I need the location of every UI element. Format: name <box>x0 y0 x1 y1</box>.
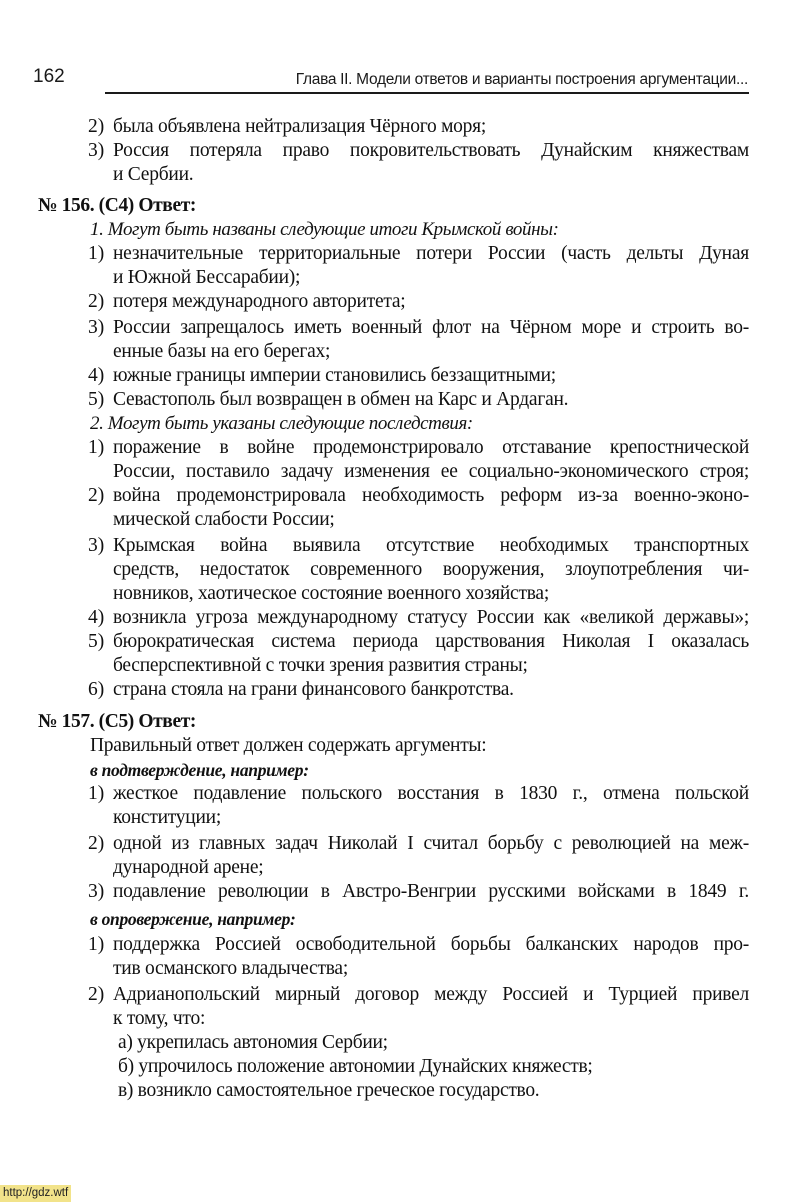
list-item-line: России запрещалось иметь военный флот на Чёрном море и строить во- <box>113 317 749 338</box>
list-item-line: новников, хаотическое состояние военного хозяйства; <box>113 583 550 604</box>
list-item-line: Россия потеряла право покровительствовать Дунайским княжествам <box>113 140 749 161</box>
list-number: 3) <box>88 535 105 556</box>
sub-list-item: в) возникло самостоятельное греческое государство. <box>118 1080 540 1101</box>
list-number: 2) <box>88 116 105 137</box>
list-item-line: конституции; <box>113 807 222 828</box>
list-number: 1) <box>88 243 105 264</box>
list-item-line: жесткое подавление польского восстания в 1830 г., отмена польской <box>113 783 749 804</box>
list-item-line: южные границы империи становились беззащитными; <box>113 365 556 386</box>
list-item-line: Крымская война выявила отсутствие необходимых транспортных <box>113 535 749 556</box>
list-item-line: поражение в войне продемонстрировало отставание крепостнической <box>113 437 749 458</box>
list-number: 4) <box>88 365 105 386</box>
list-item-line: тив османского владычества; <box>113 958 349 979</box>
list-number: 2) <box>88 833 105 854</box>
list-number: 5) <box>88 389 105 410</box>
list-number: 2) <box>88 984 105 1005</box>
list-item-line: енные базы на его берегах; <box>113 341 331 362</box>
list-item-line: России, поставило задачу изменения ее социально-экономического строя; <box>113 461 749 482</box>
list-number: 3) <box>88 881 105 902</box>
list-number: 1) <box>88 437 105 458</box>
list-number: 3) <box>88 317 105 338</box>
list-number: 4) <box>88 607 105 628</box>
list-item-line: Адрианопольский мирный договор между Россией и Турцией привел <box>113 984 749 1005</box>
list-item-line: к тому, что: <box>113 1008 206 1029</box>
list-number: 3) <box>88 140 105 161</box>
list-item-line: страна стояла на грани финансового банкротства. <box>113 679 514 700</box>
list-item-line: была объявлена нейтрализация Чёрного моря; <box>113 116 487 137</box>
running-title: Глава II. Модели ответов и варианты построения аргументации... <box>295 71 748 88</box>
list-item-line: мической слабости России; <box>113 509 335 530</box>
page-number: 162 <box>33 66 65 87</box>
list-item-line: и Сербии. <box>113 164 194 185</box>
sub-list-item: а) укрепилась автономия Сербии; <box>118 1032 388 1053</box>
list-item-line: потеря международного авторитета; <box>113 291 406 312</box>
list-number: 1) <box>88 783 105 804</box>
list-number: 5) <box>88 631 105 652</box>
list-item-line: незначительные территориальные потери России (часть дельты Дуная <box>113 243 749 264</box>
list-number: 6) <box>88 679 105 700</box>
list-item-line: Севастополь был возвращен в обмен на Карс и Ардаган. <box>113 389 569 410</box>
list-item-line: бюрократическая система периода царствования Николая I оказалась <box>113 631 749 652</box>
list-number: 1) <box>88 934 105 955</box>
list-item-line: возникла угроза международному статусу России как «великой державы»; <box>113 607 749 628</box>
question-heading: № 156. (С4) Ответ: <box>38 195 196 216</box>
sub-list-item: б) упрочилось положение автономии Дунайских княжеств; <box>118 1056 593 1077</box>
watermark-link[interactable]: http://gdz.wtf <box>0 1185 71 1202</box>
section-title: 2. Могут быть указаны следующие последствия: <box>90 413 473 434</box>
list-number: 2) <box>88 485 105 506</box>
list-item-line: одной из главных задач Николай I считал борьбу с революцией на меж- <box>113 833 749 854</box>
list-item-line: подавление революции в Австро-Венгрии русскими войсками в 1849 г. <box>113 881 749 902</box>
list-number: 2) <box>88 291 105 312</box>
section-title: в подтверждение, например: <box>90 760 309 780</box>
list-item-line: бесперспективной с точки зрения развития страны; <box>113 655 528 676</box>
list-item-line: поддержка Россией освободительной борьбы балканских народов про- <box>113 934 749 955</box>
question-heading: № 157. (С5) Ответ: <box>38 711 196 732</box>
list-item-line: дународной арене; <box>113 857 264 878</box>
list-item-line: война продемонстрировала необходимость реформ из-за военно-эконо- <box>113 485 749 506</box>
list-item-line: и Южной Бессарабии); <box>113 267 301 288</box>
section-title: 1. Могут быть названы следующие итоги Крымской войны: <box>90 219 559 240</box>
section-title: в опровержение, например: <box>90 909 296 929</box>
intro-text: Правильный ответ должен содержать аргументы: <box>90 735 487 756</box>
list-item-line: средств, недостаток современного вооружения, злоупотребления чи- <box>113 559 749 580</box>
header-rule <box>105 92 749 94</box>
